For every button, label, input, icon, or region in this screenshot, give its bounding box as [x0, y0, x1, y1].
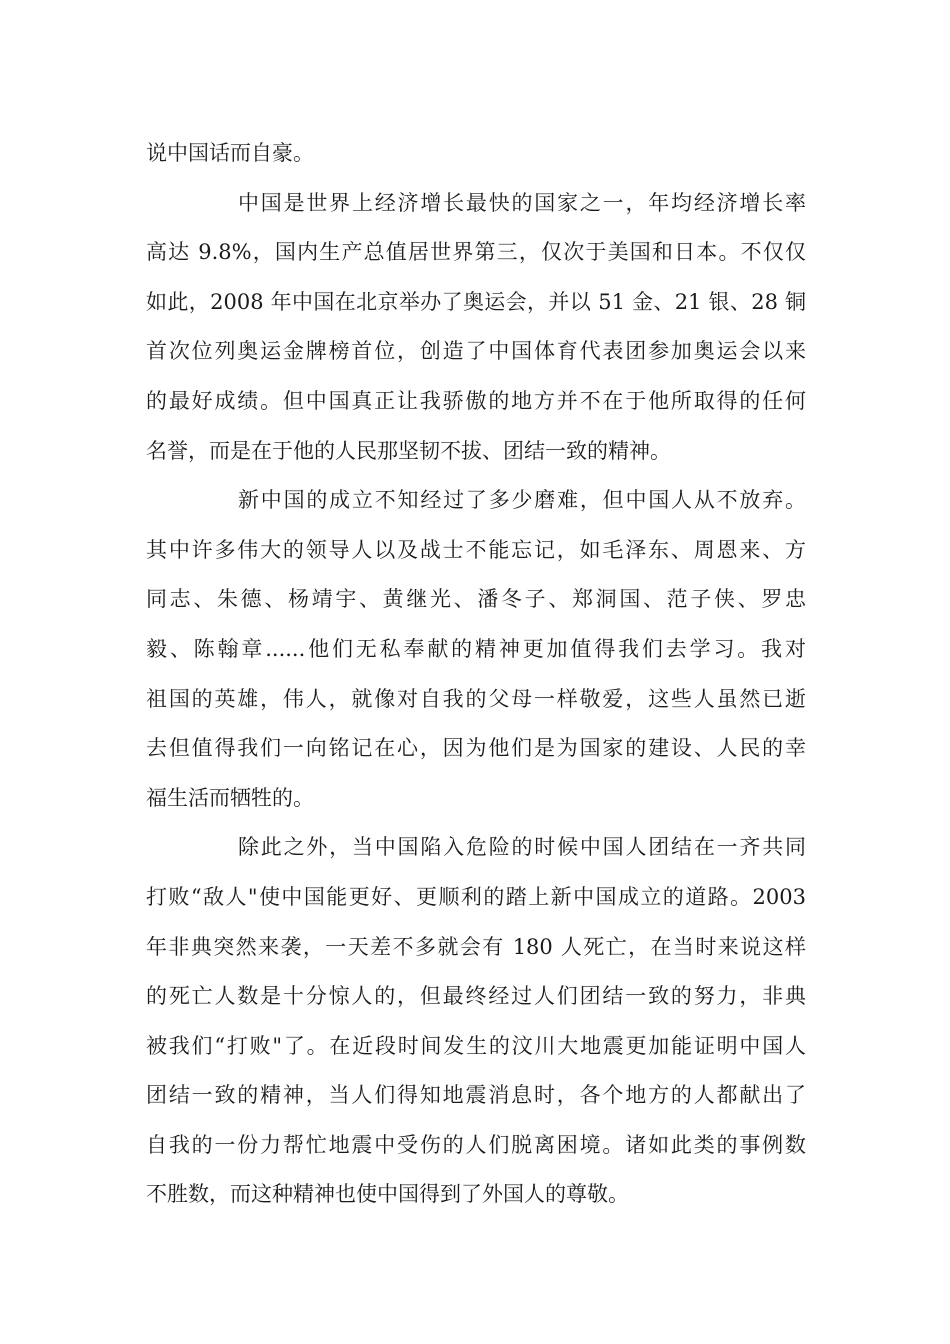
text-line: 去但值得我们一向铭记在心，因为他们是为国家的建设、人民的幸 — [146, 736, 806, 761]
text-line: 年非典突然来袭，一天差不多就会有 180 人死亡，在当时来说这样 — [146, 934, 806, 959]
paragraph-start-line: 中国是世界上经济增长最快的国家之一，年均经济增长率 — [238, 190, 806, 215]
text-line: 如此，2008 年中国在北京举办了奥运会，并以 51 金、21 银、28 铜 — [146, 289, 806, 314]
text-line: 名誉，而是在于他的人民那坚韧不拔、团结一致的精神。 — [146, 438, 671, 463]
text-line: 同志、朱德、杨靖宇、黄继光、潘冬子、郑洞国、范子侠、罗忠 — [146, 587, 806, 612]
text-line: 自我的一份力帮忙地震中受伤的人们脱离困境。诸如此类的事例数 — [146, 1132, 806, 1157]
paragraph-start-line: 除此之外，当中国陷入危险的时候中国人团结在一齐共同 — [238, 835, 806, 860]
body-text — [146, 129, 806, 1220]
text-line: 福生活而牺牲的。 — [146, 785, 314, 810]
text-line: 说中国话而自豪。 — [146, 141, 314, 165]
text-line: 首次位列奥运金牌榜首位，创造了中国体育代表团参加奥运会以来 — [146, 339, 806, 364]
text-line: 不胜数，而这种精神也使中国得到了外国人的尊敬。 — [146, 1182, 629, 1207]
text-line: 打败“敌人"使中国能更好、更顺利的踏上新中国成立的道路。2003 — [146, 884, 806, 909]
paragraph-start-line: 新中国的成立不知经过了多少磨难，但中国人从不放弃。 — [238, 488, 806, 513]
text-line: 团结一致的精神，当人们得知地震消息时，各个地方的人都献出了 — [146, 1083, 806, 1108]
text-line: 的死亡人数是十分惊人的，但最终经过人们团结一致的努力，非典 — [146, 984, 806, 1009]
text-line: 被我们“打败"了。在近段时间发生的汶川大地震更加能证明中国人 — [146, 1033, 806, 1058]
text-line: 毅、陈翰章......他们无私奉献的精神更加值得我们去学习。我对 — [146, 636, 806, 661]
text-line: 高达 9.8%，国内生产总值居世界第三，仅次于美国和日本。不仅仅 — [146, 240, 806, 265]
text-line: 的最好成绩。但中国真正让我骄傲的地方并不在于他所取得的任何 — [146, 388, 806, 413]
text-line: 祖国的英雄，伟人，就像对自我的父母一样敬爱，这些人虽然已逝 — [146, 686, 806, 711]
text-line: 其中许多伟大的领导人以及战士不能忘记，如毛泽东、周恩来、方 — [146, 537, 806, 562]
